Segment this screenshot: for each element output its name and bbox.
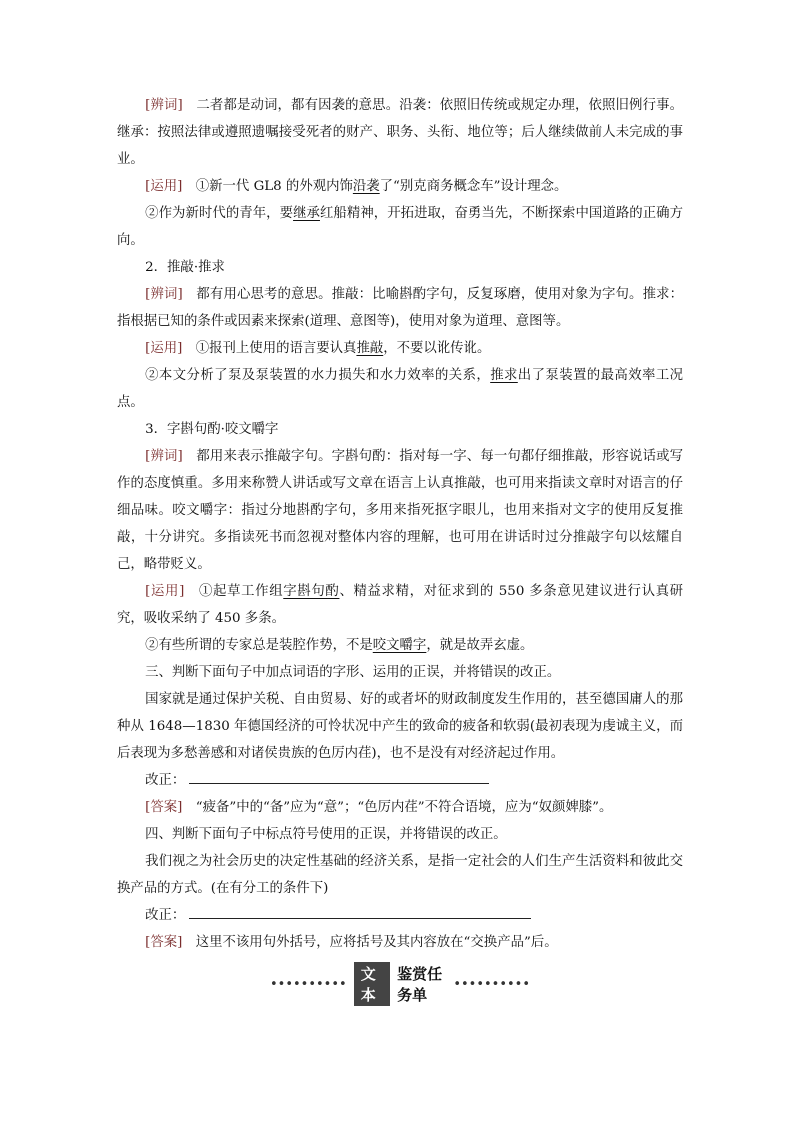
dots-left: •••••••••• <box>270 976 347 992</box>
bianci-text: 都用来表示推敲字句。字斟句酌：指对每一字、每一句都仔细推敲，形容说话或写作的态度慎重。多用来称赞人讲话或写文章在语言上认真推敲，也可用来指读文章时对语言的仔细品味。咬文嚼字：指过分地斟酌字句，多用来指死抠字眼儿，也用来指对文字的使用反复推敲，十分讲究。多指读死书而忽视对整体内容的理解，也可用在讲话时过分推敲字句以炫耀自己，略带贬义。 <box>117 449 684 572</box>
bianci-tag: [辨词] <box>145 98 183 113</box>
section3-yunyong-1 <box>117 578 683 632</box>
example-text: ②有些所谓的专家总是装腔作势，不是 <box>145 638 373 653</box>
answer-blank[interactable] <box>189 768 489 784</box>
example-text: ②作为新时代的青年，要 <box>145 206 294 221</box>
fix-label: 改正： <box>145 908 186 923</box>
example-text: ①新一代 GL8 的外观内饰 <box>195 179 353 194</box>
answer-tag: [答案] <box>145 800 183 815</box>
banner-box: 文本 <box>354 962 390 1006</box>
bianci-tag: [辨词] <box>145 287 183 302</box>
example-text: ①起草工作组 <box>199 584 284 599</box>
underlined-word: 沿袭 <box>352 179 380 194</box>
document-body <box>117 92 683 956</box>
fix-label: 改正： <box>145 773 186 788</box>
yunyong-tag: [运用] <box>145 584 185 599</box>
example-text: 出了泵装置的最高效率工况点。 <box>117 368 684 410</box>
underlined-word: 字斟句酌 <box>283 584 340 599</box>
bianci-tag: [辨词] <box>145 449 183 464</box>
section-banner <box>270 965 530 1004</box>
answer-blank[interactable] <box>189 903 531 919</box>
example-text: ，不要以讹传讹。 <box>383 341 491 356</box>
answer-text: “疲备”中的“备”应为“意”；“色厉内荏”不符合语境，应为“奴颜婢膝”。 <box>195 800 613 815</box>
section2-heading: 2．推敲·推求 <box>145 260 225 275</box>
section2-yunyong-2 <box>117 362 683 416</box>
bianci-text: 都有用心思考的意思。推敲：比喻斟酌字句，反复琢磨，使用对象为字句。推求：指根据已知的条件或因素来探索(道理、意图等)，使用对象为道理、意图等。 <box>117 287 684 329</box>
example-text: ①报刊上使用的语言要认真 <box>195 341 357 356</box>
section3-bianci <box>117 443 683 578</box>
section1-yunyong-2 <box>117 200 683 254</box>
part3-answer <box>117 794 683 821</box>
section3-heading: 3．字斟句酌·咬文嚼字 <box>145 422 279 437</box>
part4-sentence: 我们视之为社会历史的决定性基础的经济关系，是指一定社会的人们生产生活资料和彼此交换产品的方式。(在有分工的条件下) <box>117 854 683 896</box>
section3-yunyong-2 <box>117 632 683 659</box>
banner-title: 鉴赏任务单 <box>397 965 443 1004</box>
part3-heading: 三、判断下面句子中加点词语的字形、运用的正误，并将错误的改正。 <box>145 665 561 680</box>
underlined-word: 推敲 <box>356 341 384 356</box>
example-text: ，就是故弄玄虚。 <box>426 638 534 653</box>
dots-right: •••••••••• <box>453 976 530 992</box>
bianci-text: 二者都是动词，都有因袭的意思。沿袭：依照旧传统或规定办理，依照旧例行事。继承：按照法律或遵照遗嘱接受死者的财产、职务、头衔、地位等；后人继续做前人未完成的事业。 <box>117 98 684 167</box>
section2-bianci <box>117 281 683 335</box>
part4-heading: 四、判断下面句子中标点符号使用的正误，并将错误的改正。 <box>145 827 507 842</box>
section1-bianci <box>117 92 683 173</box>
underlined-word: 推求 <box>490 368 518 383</box>
part3-fix-line <box>117 767 683 794</box>
example-text: 红船精神，开拓进取，奋勇当先，不断探索中国道路的正确方向。 <box>117 206 684 248</box>
section2-yunyong-1 <box>117 335 683 362</box>
part4-fix-line <box>117 902 683 929</box>
answer-text: 这里不该用句外括号，应将括号及其内容放在“交换产品”后。 <box>195 935 558 950</box>
section1-yunyong-1 <box>117 173 683 200</box>
answer-tag: [答案] <box>145 935 183 950</box>
part4-answer <box>117 929 683 956</box>
underlined-word: 继承 <box>293 206 320 221</box>
part3-sentence: 国家就是通过保护关税、自由贸易、好的或者坏的财政制度发生作用的，甚至德国庸人的那种从 1648—1830 年德国经济的可怜状况中产生的致命的疲备和软弱(最初表现为虔诚主义，而后表现为多愁善感和对诸侯贵族的色厉内荏)，也不是没有对经济起过作用。 <box>117 692 683 761</box>
underlined-word: 咬文嚼字 <box>372 638 427 653</box>
example-text: ②本文分析了泵及泵装置的水力损失和水力效率的关系， <box>145 368 491 383</box>
yunyong-tag: [运用] <box>145 179 183 194</box>
example-text: 了“别克商务概念车”设计理念。 <box>379 179 568 194</box>
example-text: 、精益求精，对征求到的 550 多条意见建议进行认真研究，吸收采纳了 450 多条。 <box>117 584 684 626</box>
yunyong-tag: [运用] <box>145 341 183 356</box>
